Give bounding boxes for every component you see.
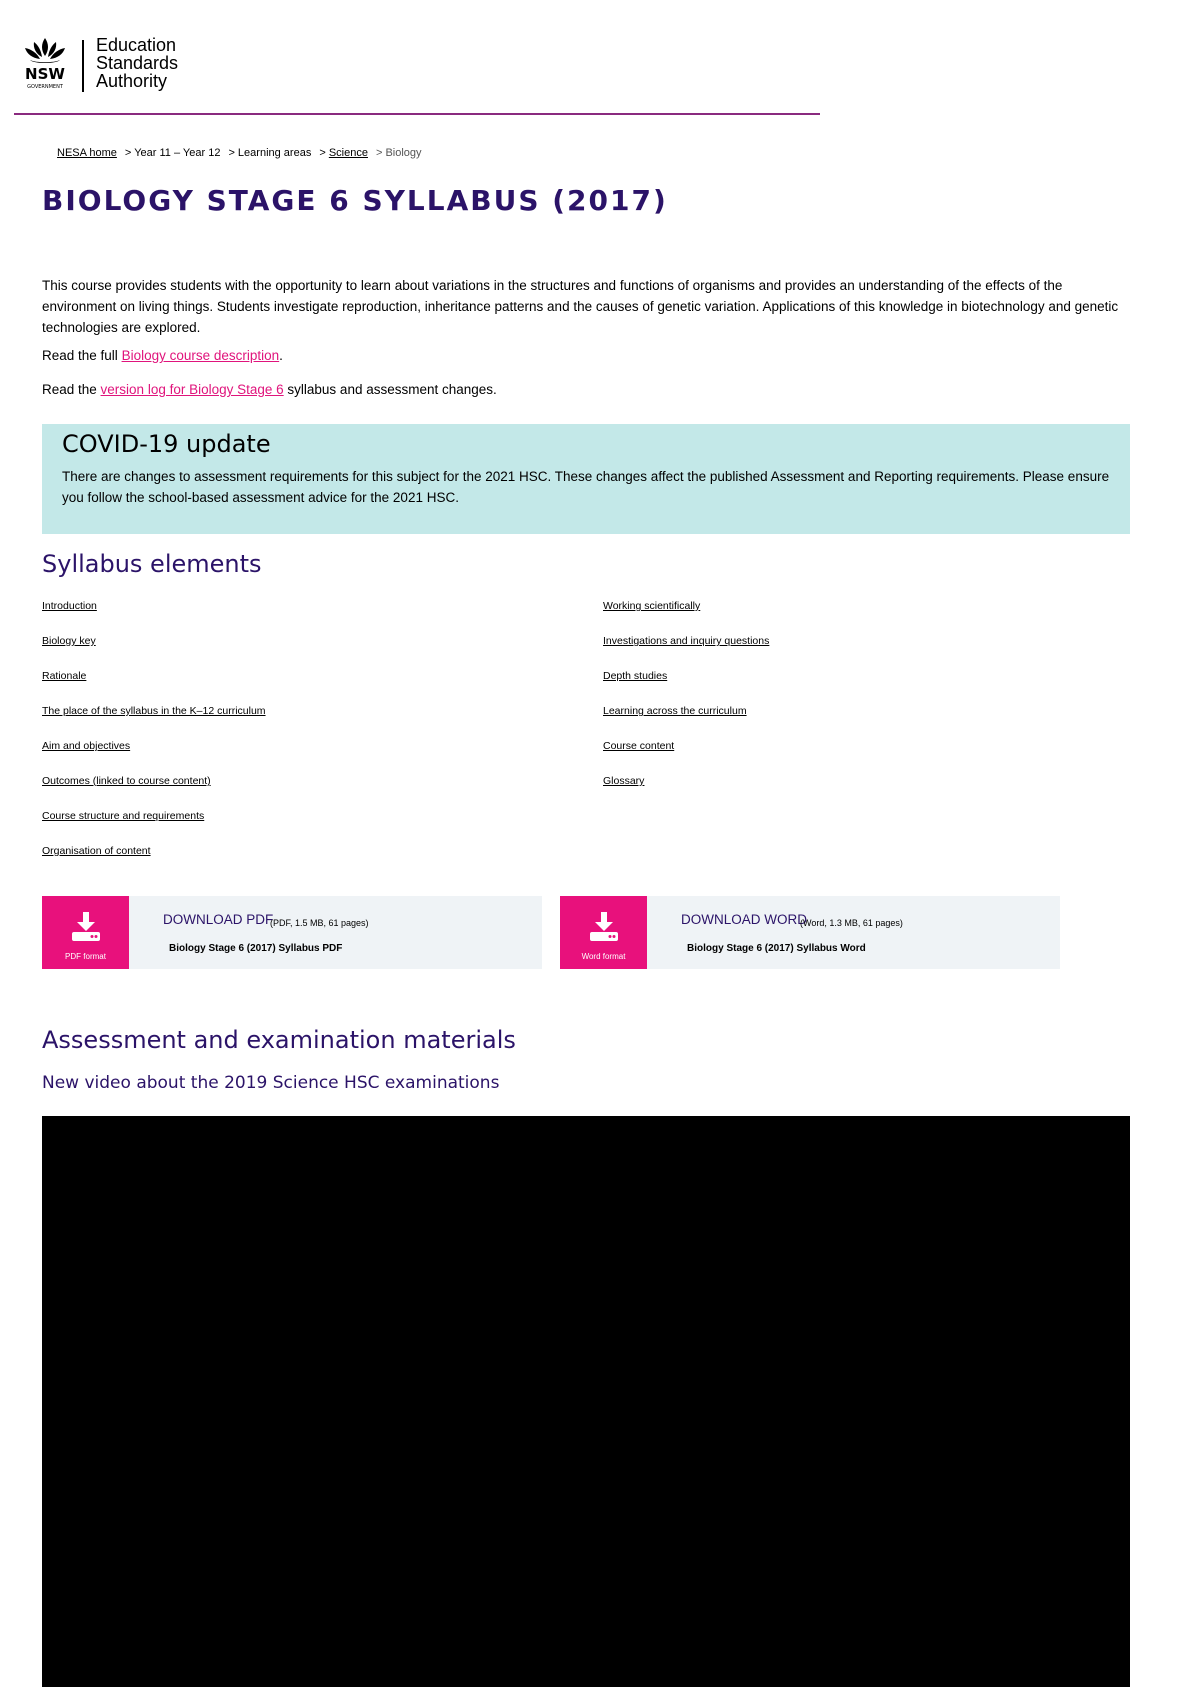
- link-aim-objectives[interactable]: Aim and objectives: [42, 740, 131, 752]
- link-organisation-of-content[interactable]: Organisation of content: [42, 845, 151, 857]
- breadcrumb: [57, 147, 422, 159]
- breadcrumb-year[interactable]: > Year 11 – Year 12: [124, 147, 221, 159]
- word-format-tile[interactable]: [560, 896, 647, 969]
- syllabus-elements-heading: Syllabus elements: [42, 550, 262, 578]
- link-investigations[interactable]: Investigations and inquiry questions: [603, 635, 770, 647]
- link-introduction[interactable]: Introduction: [42, 600, 97, 612]
- government-wordmark: GOVERNMENT: [27, 84, 63, 90]
- syllabus-links-left: [42, 600, 266, 880]
- site-header: [0, 0, 1200, 114]
- logo-wordmark: [96, 36, 178, 90]
- syllabus-links-right: [603, 600, 769, 810]
- page-title: BIOLOGY STAGE 6 SYLLABUS (2017): [42, 184, 668, 217]
- download-pdf-title[interactable]: DOWNLOAD PDF: [163, 912, 274, 927]
- course-description-link[interactable]: Biology course description: [121, 348, 280, 363]
- download-pdf-filename[interactable]: Biology Stage 6 (2017) Syllabus PDF: [169, 943, 343, 954]
- link-depth-studies[interactable]: Depth studies: [603, 670, 668, 682]
- logo-line-education: Education: [96, 35, 177, 55]
- covid-update-box: [42, 424, 1130, 534]
- course-intro: This course provides students with the opportunity to learn about variations in the structures and functions of organisms and provides an understanding of the effects of the environment on living things. Students investigate reproduction, inheritance patterns and the causes of genetic variation. Applications of this knowledge in biotechnology and genetic technologies are explored.: [42, 278, 1119, 335]
- link-outcomes[interactable]: Outcomes (linked to course content): [42, 775, 211, 787]
- read-version-suffix: syllabus and assessment changes.: [283, 382, 497, 397]
- breadcrumb-current: > Biology: [375, 147, 422, 159]
- link-course-structure[interactable]: Course structure and requirements: [42, 810, 205, 822]
- nsw-wordmark: NSW: [25, 65, 65, 83]
- download-icon: [588, 912, 620, 942]
- breadcrumb-learning-areas[interactable]: > Learning areas: [228, 147, 312, 159]
- pdf-format-label: PDF format: [65, 952, 106, 961]
- pdf-format-tile[interactable]: [42, 896, 129, 969]
- link-course-content[interactable]: Course content: [603, 740, 675, 752]
- link-biology-key[interactable]: Biology key: [42, 635, 96, 647]
- read-version-prefix: Read the: [42, 382, 101, 397]
- breadcrumb-separator: >: [319, 147, 326, 159]
- nesa-logo[interactable]: [20, 36, 178, 92]
- download-pdf-card[interactable]: [42, 896, 542, 969]
- download-word-card[interactable]: [560, 896, 1060, 969]
- header-divider: [14, 113, 820, 115]
- logo-divider: [82, 40, 84, 92]
- breadcrumb-home-link[interactable]: NESA home: [57, 147, 117, 159]
- download-pdf-meta: (PDF, 1.5 MB, 61 pages): [270, 918, 369, 928]
- download-word-meta: (Word, 1.3 MB, 61 pages): [800, 918, 903, 928]
- download-word-filename[interactable]: Biology Stage 6 (2017) Syllabus Word: [687, 943, 866, 954]
- read-full-prefix: Read the full: [42, 348, 122, 363]
- word-format-label: Word format: [581, 952, 626, 961]
- covid-body: There are changes to assessment requirements for this subject for the 2021 HSC. These changes affect the published Assessment and Reporting requirements. Please ensure you follow the school-based assessment advice for the 2021 HSC.: [62, 469, 1110, 505]
- read-full-description: [42, 348, 283, 363]
- logo-line-standards: Standards: [96, 53, 179, 73]
- waratah-logo-icon: [20, 36, 70, 92]
- link-glossary[interactable]: Glossary: [603, 775, 645, 787]
- assessment-subheading: New video about the 2019 Science HSC examinations: [42, 1073, 500, 1093]
- video-player[interactable]: [42, 1116, 1130, 1687]
- download-icon: [70, 912, 102, 942]
- read-version-log: [42, 382, 497, 397]
- breadcrumb-science-link[interactable]: Science: [328, 147, 368, 159]
- download-word-title[interactable]: DOWNLOAD WORD: [681, 912, 807, 927]
- covid-title: COVID-19 update: [62, 430, 271, 458]
- link-place-in-curriculum[interactable]: The place of the syllabus in the K–12 curriculum: [42, 705, 266, 717]
- link-rationale[interactable]: Rationale: [42, 670, 87, 682]
- link-learning-across-curriculum[interactable]: Learning across the curriculum: [603, 705, 747, 717]
- assessment-heading: Assessment and examination materials: [42, 1026, 516, 1054]
- read-full-suffix: .: [279, 348, 283, 363]
- link-working-scientifically[interactable]: Working scientifically: [603, 600, 701, 612]
- version-log-link[interactable]: version log for Biology Stage 6: [100, 382, 284, 397]
- logo-line-authority: Authority: [96, 71, 168, 91]
